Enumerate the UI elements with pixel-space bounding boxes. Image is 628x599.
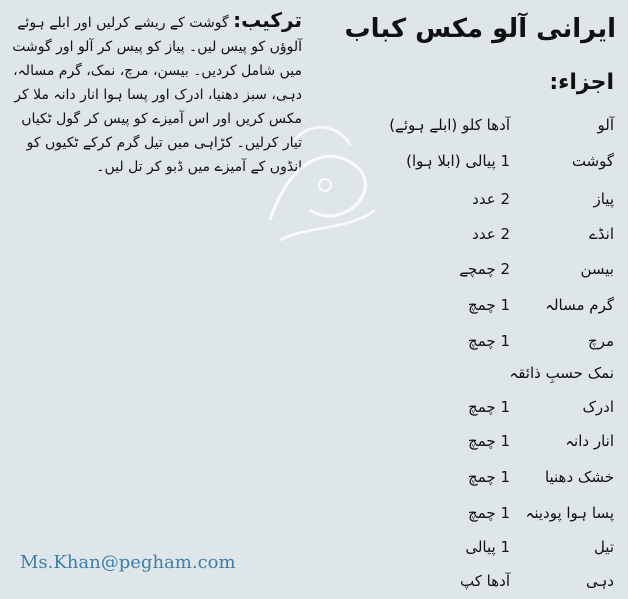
calligraphy-watermark bbox=[250, 100, 390, 250]
author-email: Ms.Khan@pegham.com bbox=[20, 552, 236, 573]
ingredient-qty: 1 پیالی bbox=[465, 538, 510, 556]
method-heading: ترکیب: bbox=[233, 8, 302, 32]
ingredient-name: دہی bbox=[586, 572, 614, 590]
ingredient-name: پسا ہوا پودینہ bbox=[525, 504, 614, 522]
ingredient-qty: 1 چمچ bbox=[468, 504, 510, 522]
ingredient-name: نمک حسبِ ذائقہ bbox=[509, 364, 614, 382]
ingredient-name: پیاز bbox=[593, 190, 614, 208]
ingredient-name: بیسن bbox=[580, 260, 614, 278]
ingredient-name: تیل bbox=[593, 538, 614, 556]
ingredient-name: گوشت bbox=[571, 152, 614, 170]
ingredient-name: خشک دھنیا bbox=[544, 468, 614, 486]
ingredient-qty: 2 چمچے bbox=[459, 260, 510, 278]
method-text: گوشت کے ریشے کرلیں اور ابلے ہوئے آلوؤں کو پیس لیں۔ پیاز کو پیس کر آلو اور گوشت میں شامل کردیں۔ بیسن، مرچ، نمک، گرم مسالہ، دہی، سبز دھنیا، ادرک اور پسا ہوا انار دانہ ملا کر مکس کریں اور اس آمیزے کو پیس کر گول ٹکیاں تیار کرلیں۔ کڑاہی میں تیل گرم کرکے ٹکیوں کو انڈوں کے آمیزے میں ڈبو کر تل لیں۔ bbox=[12, 15, 302, 175]
ingredient-name: مرچ bbox=[588, 332, 614, 350]
ingredient-name: ادرک bbox=[582, 398, 614, 416]
ingredient-name: انار دانہ bbox=[565, 432, 614, 450]
ingredient-qty: 1 چمچ bbox=[468, 468, 510, 486]
ingredient-qty: آدھا کلو (ابلے ہوئے) bbox=[389, 116, 510, 134]
ingredient-name: گرم مسالہ bbox=[545, 296, 614, 314]
ingredient-qty: 1 پیالی (ابلا ہوا) bbox=[406, 152, 510, 170]
ingredient-qty: آدھا کپ bbox=[460, 572, 510, 590]
ingredient-qty: 2 عدد bbox=[472, 225, 510, 243]
recipe-title: ایرانی آلو مکس کباب bbox=[344, 14, 616, 44]
ingredients-heading: اجزاء: bbox=[549, 70, 614, 95]
ingredient-qty: 1 چمچ bbox=[468, 398, 510, 416]
ingredient-qty: 1 چمچ bbox=[468, 332, 510, 350]
ingredient-qty: 2 عدد bbox=[472, 190, 510, 208]
ingredient-name: آلو bbox=[597, 116, 614, 134]
ingredient-qty: 1 چمچ bbox=[468, 432, 510, 450]
ingredient-qty: 1 چمچ bbox=[468, 296, 510, 314]
ingredient-name: انڈے bbox=[588, 225, 614, 243]
